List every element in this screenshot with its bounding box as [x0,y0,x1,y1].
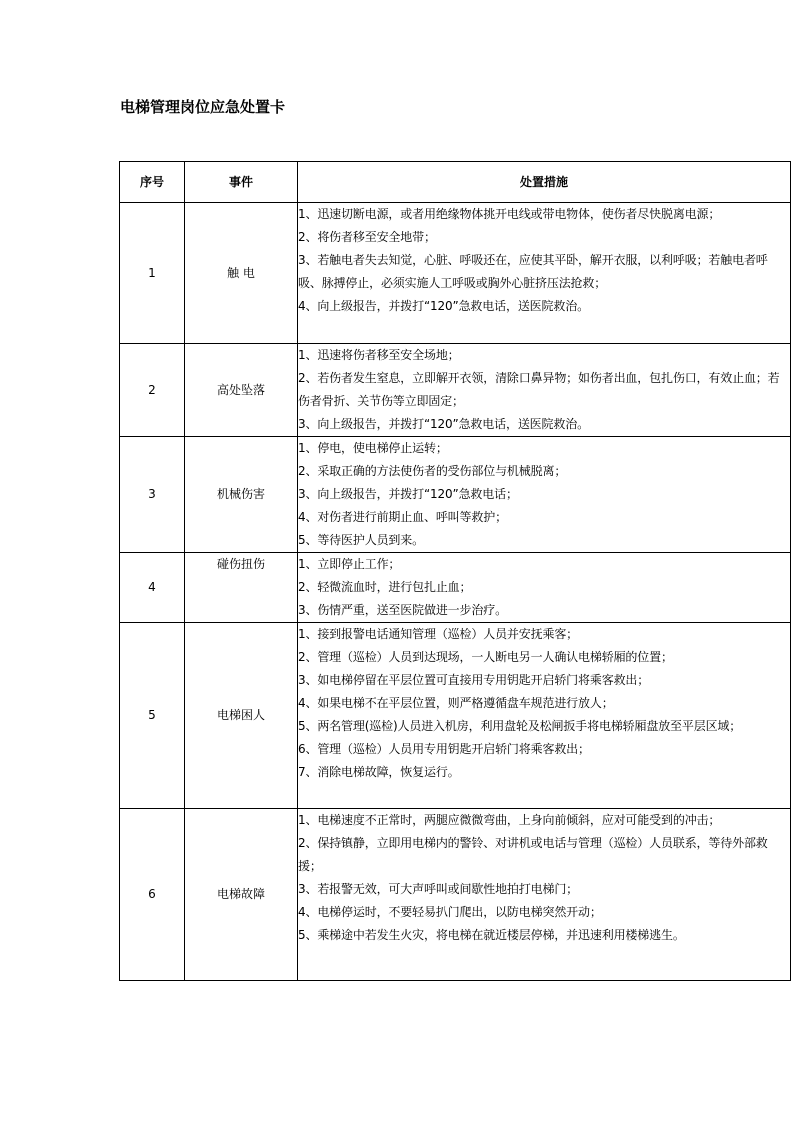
measure-item: 1、立即停止工作； [298,557,401,571]
measure-item: 4、向上级报告，并拨打“120”急救电话，送医院救治。 [298,299,589,313]
measure-item: 4、对伤者进行前期止血、呼叫等救护； [298,510,507,524]
page-title: 电梯管理岗位应急处置卡 [120,98,286,116]
row-measures [298,203,791,344]
row-measures [298,623,791,809]
table-row-electric-shock [120,203,791,344]
measure-item: 2、将伤者移至安全地带； [298,230,436,244]
table-row-elevator-entrapment [120,623,791,809]
row-event: 触 电 [185,203,298,344]
measure-item: 1、迅速切断电源，或者用绝缘物体挑开电线或带电物体，使伤者尽快脱离电源； [298,207,721,221]
row-no: 5 [120,623,185,809]
measure-item: 2、采取正确的方法使伤者的受伤部位与机械脱离； [298,464,567,478]
measure-item: 3、向上级报告，并拨打“120”急救电话； [298,487,518,501]
measure-item: 1、停电，使电梯停止运转； [298,441,448,455]
row-measures [298,809,791,981]
measure-item: 3、伤情严重，送至医院做进一步治疗。 [298,603,507,617]
row-measures [298,553,791,623]
measure-item: 7、消除电梯故障，恢复运行。 [298,765,460,779]
measure-item: 5、乘梯途中若发生火灾，将电梯在就近楼层停梯，并迅速利用楼梯逃生。 [298,928,685,942]
header-measures: 处置措施 [298,162,791,203]
table-row-mechanical-injury [120,437,791,553]
table-header-row [120,162,791,203]
measure-item: 3、向上级报告，并拨打“120”急救电话，送医院救治。 [298,417,589,431]
measure-item: 1、迅速将伤者移至安全场地； [298,348,460,362]
measure-item: 2、保持镇静，立即用电梯内的警铃、对讲机或电话与管理（巡检）人员联系，等待外部救援； [298,836,768,873]
measure-item: 2、若伤者发生窒息，立即解开衣领，清除口鼻异物；如伤者出血，包扎伤口，有效止血；若伤者骨折、关节伤等立即固定； [298,371,780,408]
row-event: 电梯故障 [185,809,298,981]
row-no: 2 [120,344,185,437]
measure-item: 4、电梯停运时，不要轻易扒门爬出，以防电梯突然开动； [298,905,602,919]
measure-item: 2、轻微流血时，进行包扎止血； [298,580,472,594]
measure-item: 1、电梯速度不正常时，两腿应微微弯曲，上身向前倾斜，应对可能受到的冲击； [298,813,721,827]
row-event: 高处坠落 [185,344,298,437]
measure-item: 2、管理（巡检）人员到达现场，一人断电另一人确认电梯轿厢的位置； [298,650,673,664]
row-event: 机械伤害 [185,437,298,553]
row-no: 4 [120,553,185,623]
header-no: 序号 [120,162,185,203]
row-event: 碰伤扭伤 [185,553,298,623]
measure-item: 3、若触电者失去知觉，心脏、呼吸还在，应使其平卧，解开衣服，以利呼吸；若触电者呼吸、脉搏停止，必须实施人工呼吸或胸外心脏挤压法抢救； [298,253,768,290]
measure-item: 5、等待医护人员到来。 [298,533,424,547]
row-no: 1 [120,203,185,344]
row-measures [298,437,791,553]
measure-item: 6、管理（巡检）人员用专用钥匙开启轿门将乘客救出； [298,742,590,756]
header-event: 事件 [185,162,298,203]
emergency-card-table [119,161,791,981]
measure-item: 3、如电梯停留在平层位置可直接用专用钥匙开启轿门将乘客救出； [298,673,650,687]
row-no: 3 [120,437,185,553]
measure-item: 1、接到报警电话通知管理（巡检）人员并安抚乘客； [298,627,579,641]
table-row-fall-from-height [120,344,791,437]
row-event: 电梯困人 [185,623,298,809]
row-no: 6 [120,809,185,981]
measure-item: 4、如果电梯不在平层位置，则严格遵循盘车规范进行放人； [298,696,614,710]
measure-item: 5、两名管理(巡检)人员进入机房，利用盘轮及松闸扳手将电梯轿厢盘放至平层区域； [298,719,742,733]
table-row-elevator-malfunction [120,809,791,981]
table-row-bruise-sprain [120,553,791,623]
measure-item: 3、若报警无效，可大声呼叫或间歇性地拍打电梯门； [298,882,579,896]
row-measures [298,344,791,437]
